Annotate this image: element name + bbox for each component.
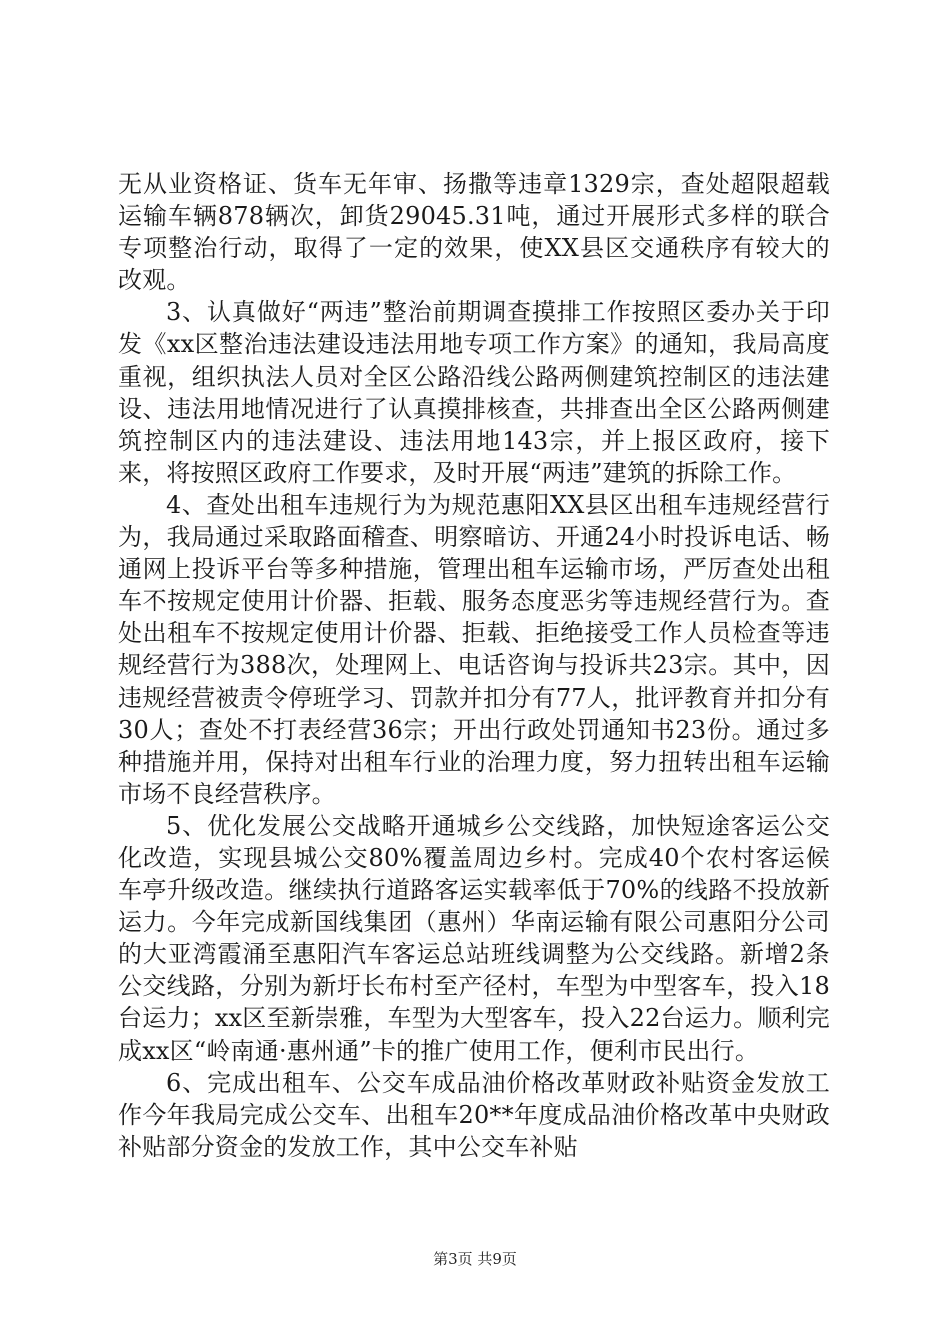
page-footer: 第3页 共9页 bbox=[433, 1250, 517, 1268]
document-body bbox=[118, 168, 830, 1163]
paragraph-item-5: 5、优化发展公交战略开通城乡公交线路，加快短途客运公交化改造，实现县城公交80%覆盖周边乡村。完成40个农村客运候车亭升级改造。继续执行道路客运实载率低于70%的线路不投放新运力。今年完成新国线集团（惠州）华南运输有限公司惠阳分公司的大亚湾霞涌至惠阳汽车客运总站班线调整为公交线路。新增2条公交线路，分别为新圩长布村至产径村，车型为中型客车，投入18台运力；xx区至新崇雅，车型为大型客车，投入22台运力。顺利完成xx区“岭南通·惠州通”卡的推广使用工作，便利市民出行。 bbox=[118, 811, 830, 1065]
paragraph-continuation: 无从业资格证、货车无年审、扬撒等违章1329宗，查处超限超载运输车辆878辆次，卸货29045.31吨，通过开展形式多样的联合专项整治行动，取得了一定的效果，使XX县区交通秩序有较大的改观。 bbox=[118, 170, 830, 295]
paragraph-item-3: 3、认真做好“两违”整治前期调查摸排工作按照区委办关于印发《xx区整治违法建设违法用地专项工作方案》的通知，我局高度重视，组织执法人员对全区公路沿线公路两侧建筑控制区的违法建设、违法用地情况进行了认真摸排核查，共排查出全区公路两侧建筑控制区内的违法建设、违法用地143宗，并上报区政府，接下来，将按照区政府工作要求，及时开展“两违”建筑的拆除工作。 bbox=[118, 298, 830, 487]
paragraph-item-4: 4、查处出租车违规行为为规范惠阳XX县区出租车违规经营行为，我局通过采取路面稽查、明察暗访、开通24小时投诉电话、畅通网上投诉平台等多种措施，管理出租车运输市场，严厉查处出租车不按规定使用计价器、拒载、服务态度恶劣等违规经营行为。查处出租车不按规定使用计价器、拒载、拒绝接受工作人员检查等违规经营行为388次，处理网上、电话咨询与投诉共23宗。其中，因违规经营被责令停班学习、罚款并扣分有77人，批评教育并扣分有30人；查处不打表经营36宗；开出行政处罚通知书23份。通过多种措施并用，保持对出租车行业的治理力度，努力扭转出租车运输市场不良经营秩序。 bbox=[118, 490, 830, 808]
paragraph-item-6: 6、完成出租车、公交车成品油价格改革财政补贴资金发放工作今年我局完成公交车、出租车20**年度成品油价格改革中央财政补贴部分资金的发放工作，其中公交车补贴 bbox=[118, 1068, 830, 1161]
